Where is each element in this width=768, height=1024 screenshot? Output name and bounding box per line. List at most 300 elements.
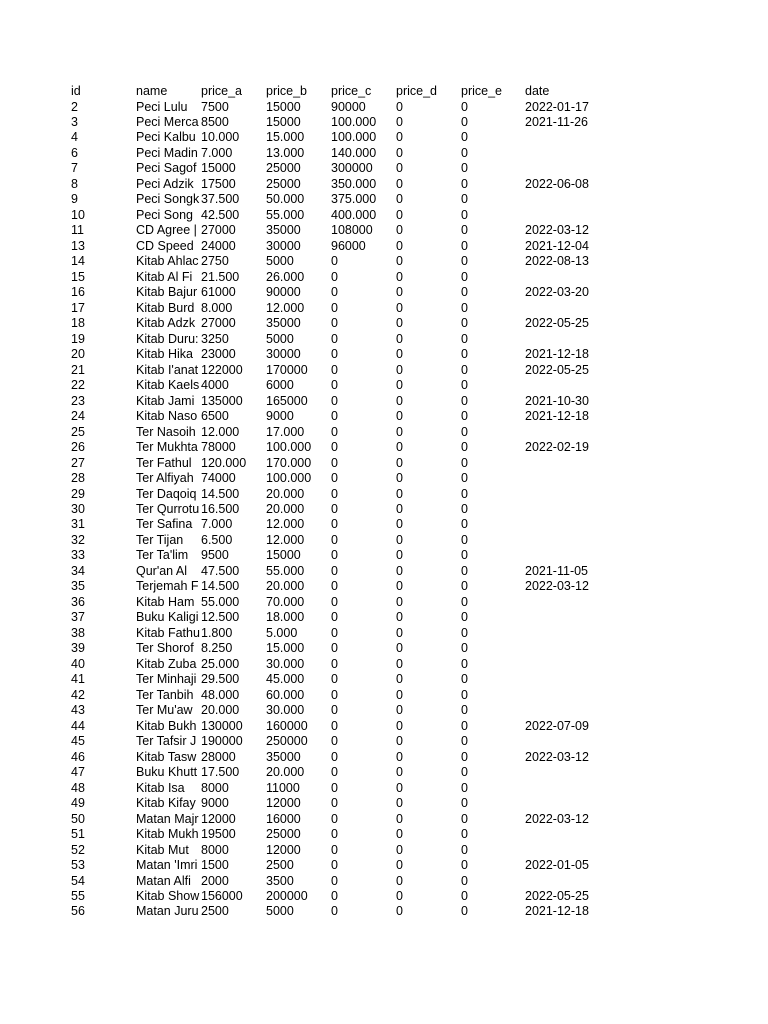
cell-price-d: 0: [396, 145, 403, 160]
cell-price-c: 0: [331, 378, 338, 393]
cell-price-e: 0: [461, 393, 468, 408]
cell-name: Kitab I'anat: [136, 362, 199, 377]
cell-price-a: 3250: [201, 331, 229, 346]
header-row: [0, 84, 768, 100]
cell-price-a: 19500: [201, 827, 236, 842]
cell-price-d: 0: [396, 393, 403, 408]
cell-price-d: 0: [396, 192, 403, 207]
cell-price-c: 0: [331, 796, 338, 811]
cell-id: 49: [71, 796, 85, 811]
cell-price-d: 0: [396, 99, 403, 114]
cell-price-c: 0: [331, 904, 338, 919]
cell-id: 27: [71, 455, 85, 470]
cell-date: 2022-03-12: [525, 223, 589, 238]
cell-price-b: 20.000: [266, 579, 305, 594]
cell-id: 37: [71, 610, 85, 625]
cell-price-b: 250000: [266, 734, 308, 749]
cell-price-b: 16000: [266, 811, 301, 826]
cell-price-e: 0: [461, 486, 468, 501]
cell-price-c: 400.000: [331, 207, 377, 222]
cell-price-d: 0: [396, 254, 403, 269]
cell-price-d: 0: [396, 548, 403, 563]
cell-price-e: 0: [461, 594, 468, 609]
cell-price-e: 0: [461, 517, 468, 532]
cell-price-e: 0: [461, 656, 468, 671]
cell-price-e: 0: [461, 687, 468, 702]
cell-price-d: 0: [396, 811, 403, 826]
cell-name: Ter Tafsir J: [136, 734, 197, 749]
table-row: [0, 239, 768, 255]
cell-price-e: 0: [461, 347, 468, 362]
table-row: [0, 192, 768, 208]
cell-price-a: 78000: [201, 440, 236, 455]
cell-price-d: 0: [396, 765, 403, 780]
cell-date: 2022-07-09: [525, 718, 589, 733]
cell-price-e: 0: [461, 811, 468, 826]
cell-price-e: 0: [461, 672, 468, 687]
cell-date: 2022-03-12: [525, 749, 589, 764]
cell-name: Kitab Fathu: [136, 625, 200, 640]
cell-price-e: 0: [461, 532, 468, 547]
cell-name: Terjemah F: [136, 579, 199, 594]
cell-price-d: 0: [396, 749, 403, 764]
cell-name: Peci Lulu: [136, 99, 188, 114]
cell-price-c: 0: [331, 827, 338, 842]
cell-name: Peci Sagof: [136, 161, 197, 176]
cell-price-d: 0: [396, 888, 403, 903]
cell-price-d: 0: [396, 409, 403, 424]
cell-date: 2022-05-25: [525, 316, 589, 331]
cell-price-b: 13.000: [266, 145, 305, 160]
cell-price-a: 24000: [201, 238, 236, 253]
cell-price-a: 7.000: [201, 145, 233, 160]
cell-price-e: 0: [461, 827, 468, 842]
cell-price-b: 12000: [266, 796, 301, 811]
cell-price-a: 12.500: [201, 610, 240, 625]
cell-price-a: 8.000: [201, 300, 233, 315]
cell-price-c: 300000: [331, 161, 373, 176]
cell-price-a: 10.000: [201, 130, 240, 145]
cell-price-a: 2500: [201, 904, 229, 919]
cell-id: 11: [71, 223, 84, 238]
cell-id: 7: [71, 161, 78, 176]
table-row: [0, 904, 768, 920]
cell-price-e: 0: [461, 563, 468, 578]
cell-id: 15: [71, 269, 85, 284]
cell-price-e: 0: [461, 858, 468, 873]
cell-price-e: 0: [461, 440, 468, 455]
cell-price-b: 200000: [266, 888, 308, 903]
cell-id: 31: [71, 517, 85, 532]
cell-price-a: 8500: [201, 114, 229, 129]
cell-price-a: 15000: [201, 161, 236, 176]
cell-price-a: 27000: [201, 316, 236, 331]
cell-price-c: 0: [331, 625, 338, 640]
cell-price-c: 0: [331, 440, 338, 455]
cell-price-e: 0: [461, 765, 468, 780]
table-row: [0, 471, 768, 487]
cell-price-e: 0: [461, 362, 468, 377]
cell-price-d: 0: [396, 563, 403, 578]
cell-price-a: 61000: [201, 285, 236, 300]
table-row: [0, 378, 768, 394]
table-row: [0, 688, 768, 704]
cell-price-d: 0: [396, 207, 403, 222]
cell-id: 22: [71, 378, 85, 393]
cell-price-b: 17.000: [266, 424, 305, 439]
cell-price-d: 0: [396, 672, 403, 687]
cell-price-e: 0: [461, 331, 468, 346]
cell-price-a: 9500: [201, 548, 229, 563]
cell-name: Ter Safina: [136, 517, 193, 532]
cell-name: Peci Songk: [136, 192, 200, 207]
cell-price-d: 0: [396, 347, 403, 362]
cell-price-c: 0: [331, 765, 338, 780]
cell-price-a: 20.000: [201, 703, 240, 718]
table-row: [0, 579, 768, 595]
cell-price-c: 0: [331, 563, 338, 578]
cell-price-e: 0: [461, 316, 468, 331]
cell-price-c: 0: [331, 842, 338, 857]
cell-id: 47: [71, 765, 85, 780]
table-row: [0, 177, 768, 193]
cell-price-c: 0: [331, 548, 338, 563]
cell-id: 50: [71, 811, 85, 826]
cell-price-b: 70.000: [266, 594, 305, 609]
cell-price-e: 0: [461, 145, 468, 160]
cell-price-e: 0: [461, 548, 468, 563]
table-row: [0, 812, 768, 828]
table-row: [0, 595, 768, 611]
cell-price-d: 0: [396, 517, 403, 532]
cell-price-c: 375.000: [331, 192, 377, 207]
cell-id: 40: [71, 656, 85, 671]
cell-name: Ter Mukhta: [136, 440, 198, 455]
cell-price-b: 35000: [266, 223, 301, 238]
cell-price-c: 0: [331, 703, 338, 718]
cell-price-a: 25.000: [201, 656, 240, 671]
cell-name: Kitab Bajur: [136, 285, 198, 300]
cell-date: 2021-12-04: [525, 238, 589, 253]
cell-price-a: 21.500: [201, 269, 240, 284]
cell-price-e: 0: [461, 130, 468, 145]
cell-price-a: 6.500: [201, 532, 233, 547]
table-row: [0, 610, 768, 626]
cell-name: Ter Minhaji: [136, 672, 197, 687]
cell-price-e: 0: [461, 192, 468, 207]
cell-price-c: 140.000: [331, 145, 377, 160]
cell-price-b: 45.000: [266, 672, 305, 687]
cell-price-c: 0: [331, 873, 338, 888]
cell-price-e: 0: [461, 625, 468, 640]
cell-name: Kitab Naso: [136, 409, 198, 424]
header-price-d: price_d: [396, 84, 437, 98]
cell-name: Kitab Kaels: [136, 378, 200, 393]
cell-price-c: 350.000: [331, 176, 377, 191]
cell-price-e: 0: [461, 718, 468, 733]
table-row: [0, 316, 768, 332]
cell-price-c: 0: [331, 811, 338, 826]
cell-price-a: 8.250: [201, 641, 233, 656]
cell-price-b: 20.000: [266, 486, 305, 501]
cell-id: 34: [71, 563, 85, 578]
table-row: [0, 796, 768, 812]
cell-date: 2022-05-25: [525, 888, 589, 903]
cell-price-d: 0: [396, 796, 403, 811]
cell-name: Kitab Isa: [136, 780, 185, 795]
cell-price-c: 0: [331, 254, 338, 269]
table-row: [0, 843, 768, 859]
cell-price-e: 0: [461, 176, 468, 191]
cell-price-e: 0: [461, 501, 468, 516]
cell-price-e: 0: [461, 888, 468, 903]
cell-id: 42: [71, 687, 85, 702]
cell-price-e: 0: [461, 285, 468, 300]
table-row: [0, 781, 768, 797]
table-row: [0, 874, 768, 890]
cell-price-a: 55.000: [201, 594, 240, 609]
cell-name: Ter Alfiyah: [136, 471, 194, 486]
cell-price-d: 0: [396, 532, 403, 547]
cell-name: Ter Nasoih: [136, 424, 196, 439]
cell-price-c: 0: [331, 501, 338, 516]
cell-name: Peci Adzik: [136, 176, 194, 191]
cell-price-c: 108000: [331, 223, 373, 238]
cell-name: Kitab Zuba: [136, 656, 197, 671]
table-row: [0, 332, 768, 348]
cell-price-c: 96000: [331, 238, 366, 253]
cell-date: 2022-05-25: [525, 362, 589, 377]
cell-price-b: 170.000: [266, 455, 312, 470]
cell-price-c: 0: [331, 687, 338, 702]
table-row: [0, 672, 768, 688]
cell-price-b: 12.000: [266, 517, 305, 532]
cell-name: Kitab Mukh: [136, 827, 199, 842]
cell-price-a: 6500: [201, 409, 229, 424]
header-price-a: price_a: [201, 84, 242, 98]
cell-price-a: 2000: [201, 873, 229, 888]
cell-id: 14: [71, 254, 85, 269]
cell-name: Kitab Ham: [136, 594, 195, 609]
cell-name: Kitab Duru:: [136, 331, 199, 346]
cell-id: 45: [71, 734, 85, 749]
cell-price-a: 9000: [201, 796, 229, 811]
cell-name: Kitab Burd: [136, 300, 195, 315]
cell-price-b: 35000: [266, 749, 301, 764]
cell-price-e: 0: [461, 904, 468, 919]
cell-price-c: 0: [331, 858, 338, 873]
cell-price-b: 12.000: [266, 300, 305, 315]
cell-price-d: 0: [396, 130, 403, 145]
cell-name: Peci Song: [136, 207, 193, 222]
cell-name: Ter Mu'aw: [136, 703, 193, 718]
cell-price-c: 0: [331, 656, 338, 671]
cell-price-e: 0: [461, 161, 468, 176]
cell-name: Kitab Show: [136, 888, 200, 903]
table-row: [0, 347, 768, 363]
cell-price-c: 0: [331, 393, 338, 408]
cell-price-b: 35000: [266, 316, 301, 331]
cell-price-d: 0: [396, 594, 403, 609]
table-row: [0, 487, 768, 503]
cell-date: 2021-12-18: [525, 347, 589, 362]
cell-price-c: 0: [331, 672, 338, 687]
cell-name: Ter Tanbih: [136, 687, 194, 702]
cell-price-e: 0: [461, 99, 468, 114]
cell-id: 43: [71, 703, 85, 718]
cell-price-b: 30000: [266, 347, 301, 362]
cell-price-a: 27000: [201, 223, 236, 238]
cell-price-e: 0: [461, 579, 468, 594]
cell-price-d: 0: [396, 625, 403, 640]
table-row: [0, 130, 768, 146]
cell-price-d: 0: [396, 734, 403, 749]
cell-id: 21: [71, 362, 85, 377]
cell-price-b: 5000: [266, 331, 294, 346]
cell-name: Peci Madin: [136, 145, 198, 160]
cell-price-a: 37.500: [201, 192, 240, 207]
cell-price-b: 9000: [266, 409, 294, 424]
cell-date: 2022-03-12: [525, 579, 589, 594]
table-row: [0, 858, 768, 874]
cell-id: 19: [71, 331, 85, 346]
cell-name: Ter Fathul: [136, 455, 192, 470]
table-row: [0, 502, 768, 518]
table-row: [0, 100, 768, 116]
cell-name: Matan Majr: [136, 811, 199, 826]
cell-id: 36: [71, 594, 85, 609]
cell-name: Matan 'Imri: [136, 858, 198, 873]
cell-price-a: 17.500: [201, 765, 240, 780]
cell-price-d: 0: [396, 579, 403, 594]
cell-price-a: 14.500: [201, 579, 240, 594]
cell-price-c: 0: [331, 471, 338, 486]
cell-name: Ter Shorof: [136, 641, 194, 656]
cell-price-a: 190000: [201, 734, 243, 749]
cell-price-d: 0: [396, 114, 403, 129]
cell-price-b: 15000: [266, 99, 301, 114]
cell-id: 10: [71, 207, 85, 222]
cell-price-c: 0: [331, 455, 338, 470]
cell-price-b: 30.000: [266, 703, 305, 718]
cell-id: 24: [71, 409, 85, 424]
cell-id: 16: [71, 285, 85, 300]
cell-id: 18: [71, 316, 85, 331]
cell-id: 26: [71, 440, 85, 455]
cell-price-a: 7500: [201, 99, 229, 114]
header-price-b: price_b: [266, 84, 307, 98]
cell-id: 41: [71, 672, 85, 687]
table-row: [0, 750, 768, 766]
cell-price-b: 165000: [266, 393, 308, 408]
table-row: [0, 161, 768, 177]
table-row: [0, 564, 768, 580]
cell-price-d: 0: [396, 471, 403, 486]
header-id: id: [71, 84, 81, 98]
table-row: [0, 641, 768, 657]
cell-id: 53: [71, 858, 85, 873]
cell-date: 2021-11-26: [525, 114, 589, 129]
table-row: [0, 703, 768, 719]
cell-price-d: 0: [396, 780, 403, 795]
cell-price-e: 0: [461, 455, 468, 470]
cell-id: 44: [71, 718, 85, 733]
table-row: [0, 719, 768, 735]
cell-price-a: 14.500: [201, 486, 240, 501]
cell-price-d: 0: [396, 873, 403, 888]
cell-id: 51: [71, 827, 85, 842]
cell-price-b: 30.000: [266, 656, 305, 671]
cell-price-e: 0: [461, 780, 468, 795]
cell-name: Ter Ta'lim: [136, 548, 189, 563]
cell-price-b: 5000: [266, 254, 294, 269]
cell-price-b: 100.000: [266, 471, 312, 486]
cell-price-a: 120.000: [201, 455, 247, 470]
table-row: [0, 285, 768, 301]
cell-price-a: 8000: [201, 780, 229, 795]
cell-id: 3: [71, 114, 78, 129]
cell-price-d: 0: [396, 269, 403, 284]
cell-price-b: 15.000: [266, 641, 305, 656]
cell-price-b: 5000: [266, 904, 294, 919]
cell-id: 35: [71, 579, 85, 594]
cell-price-b: 30000: [266, 238, 301, 253]
cell-price-a: 1.800: [201, 625, 233, 640]
cell-price-c: 0: [331, 888, 338, 903]
cell-name: Peci Merca: [136, 114, 199, 129]
cell-name: Kitab Al Fi: [136, 269, 193, 284]
table-row: [0, 115, 768, 131]
cell-price-c: 0: [331, 347, 338, 362]
cell-price-b: 11000: [266, 780, 300, 795]
cell-price-b: 55.000: [266, 563, 305, 578]
cell-price-e: 0: [461, 796, 468, 811]
header-name: name: [136, 84, 168, 98]
cell-price-d: 0: [396, 501, 403, 516]
cell-price-e: 0: [461, 873, 468, 888]
cell-date: 2021-10-30: [525, 393, 589, 408]
cell-date: 2022-03-12: [525, 811, 589, 826]
cell-price-c: 0: [331, 749, 338, 764]
table-row: [0, 440, 768, 456]
cell-name: CD Speed: [136, 238, 194, 253]
cell-price-e: 0: [461, 254, 468, 269]
cell-price-c: 0: [331, 641, 338, 656]
cell-name: CD Agree |: [136, 223, 197, 238]
cell-id: 52: [71, 842, 85, 857]
cell-id: 32: [71, 532, 85, 547]
cell-id: 20: [71, 347, 85, 362]
table-row: [0, 548, 768, 564]
cell-date: 2021-12-18: [525, 409, 589, 424]
cell-price-e: 0: [461, 424, 468, 439]
cell-price-b: 25000: [266, 161, 301, 176]
cell-price-d: 0: [396, 455, 403, 470]
cell-date: 2021-12-18: [525, 904, 589, 919]
cell-price-d: 0: [396, 176, 403, 191]
cell-price-b: 15000: [266, 114, 301, 129]
cell-price-d: 0: [396, 610, 403, 625]
cell-price-e: 0: [461, 734, 468, 749]
table-row: [0, 146, 768, 162]
cell-id: 6: [71, 145, 78, 160]
cell-price-e: 0: [461, 223, 468, 238]
cell-price-c: 0: [331, 517, 338, 532]
cell-name: Peci Kalbu: [136, 130, 196, 145]
cell-price-a: 12.000: [201, 424, 240, 439]
cell-price-d: 0: [396, 842, 403, 857]
table-row: [0, 533, 768, 549]
